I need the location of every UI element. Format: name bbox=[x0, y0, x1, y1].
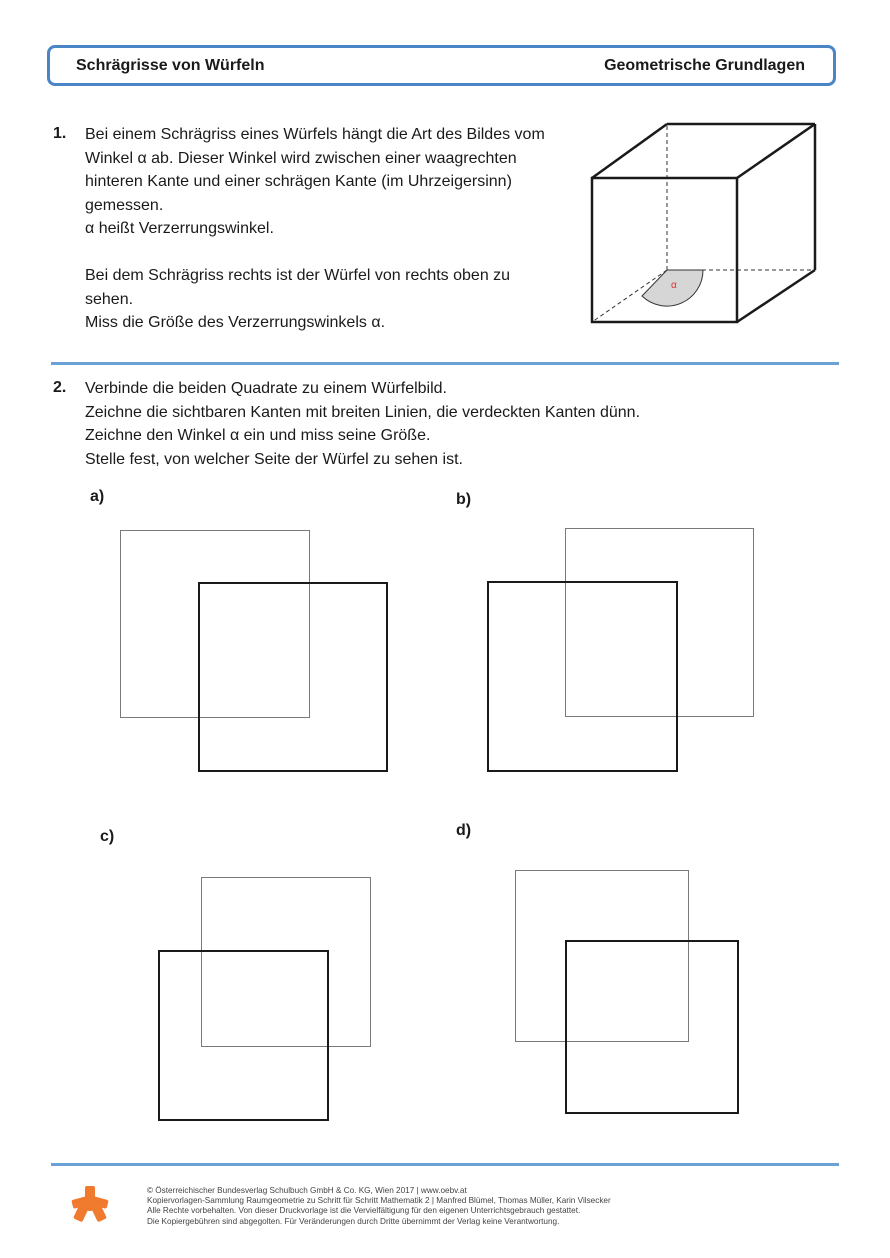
task1-line: sehen. bbox=[85, 290, 134, 308]
task1-line: Bei einem Schrägriss eines Würfels hängt die Art des Bildes vom bbox=[85, 126, 545, 143]
section-divider bbox=[51, 362, 839, 365]
worksheet-topic: Geometrische Grundlagen bbox=[604, 57, 805, 74]
front-square-a bbox=[198, 582, 388, 772]
copyright-line: © Österreichischer Bundesverlag Schulbuch GmbH & Co. KG, Wien 2017 | www.oebv.at bbox=[147, 1186, 467, 1195]
publisher-logo-icon bbox=[70, 1184, 110, 1224]
copyright-notice bbox=[147, 1186, 611, 1227]
task1-number: 1. bbox=[53, 125, 67, 142]
worksheet-title: Schrägrisse von Würfeln bbox=[76, 57, 265, 74]
footer-divider bbox=[51, 1163, 839, 1166]
task2-line: Zeichne den Winkel α ein und miss seine Größe. bbox=[85, 427, 431, 444]
copyright-line: Kopiervorlagen-Sammlung Raumgeometrie zu Schritt für Schritt Mathematik 2 | Manfred Blümel, Thomas Müller, Karin Vilsecker bbox=[147, 1196, 611, 1206]
task1-text bbox=[85, 123, 545, 335]
task1-line: Miss die Größe des Verzerrungswinkels α. bbox=[85, 314, 386, 331]
task2-text bbox=[85, 377, 640, 471]
visible-edge bbox=[737, 124, 815, 178]
visible-edge bbox=[592, 124, 667, 178]
copyright-line: Die Kopiergebühren sind abgegolten. Für Veränderungen durch Dritte übernimmt der Verlag keine Verantwortung. bbox=[147, 1216, 560, 1226]
label-a: a) bbox=[90, 488, 105, 505]
angle-label: α bbox=[671, 280, 677, 291]
task2-line: Zeichne die sichtbaren Kanten mit breiten Linien, die verdeckten Kanten dünn. bbox=[85, 403, 641, 421]
header-bar bbox=[47, 45, 836, 86]
task2-line: Verbinde die beiden Quadrate zu einem Würfelbild. bbox=[85, 380, 447, 397]
label-c: c) bbox=[100, 828, 115, 845]
task2-number: 2. bbox=[53, 379, 67, 396]
copyright-line: Alle Rechte vorbehalten. Von dieser Druckvorlage ist die Vervielfältigung für den eigenen Unterrichtsgebrauch gestattet. bbox=[147, 1206, 581, 1216]
task1-line: hinteren Kante und einer schrägen Kante (im Uhrzeigersinn) bbox=[85, 173, 512, 190]
task1-line: Winkel α ab. Dieser Winkel wird zwischen einer waagrechten bbox=[85, 149, 517, 167]
label-b: b) bbox=[456, 491, 472, 508]
visible-edge bbox=[737, 270, 815, 322]
task1-line: Bei dem Schrägriss rechts ist der Würfel von rechts oben zu bbox=[85, 267, 511, 284]
task1-line: α heißt Verzerrungswinkel. bbox=[85, 220, 274, 237]
label-d: d) bbox=[456, 822, 472, 839]
cube-oblique-drawing bbox=[585, 118, 825, 330]
task2-line: Stelle fest, von welcher Seite der Würfel zu sehen ist. bbox=[85, 450, 463, 468]
front-square-b bbox=[487, 581, 678, 772]
front-square-d bbox=[565, 940, 739, 1114]
task1-line: gemessen. bbox=[85, 196, 164, 214]
front-square-c bbox=[158, 950, 329, 1121]
